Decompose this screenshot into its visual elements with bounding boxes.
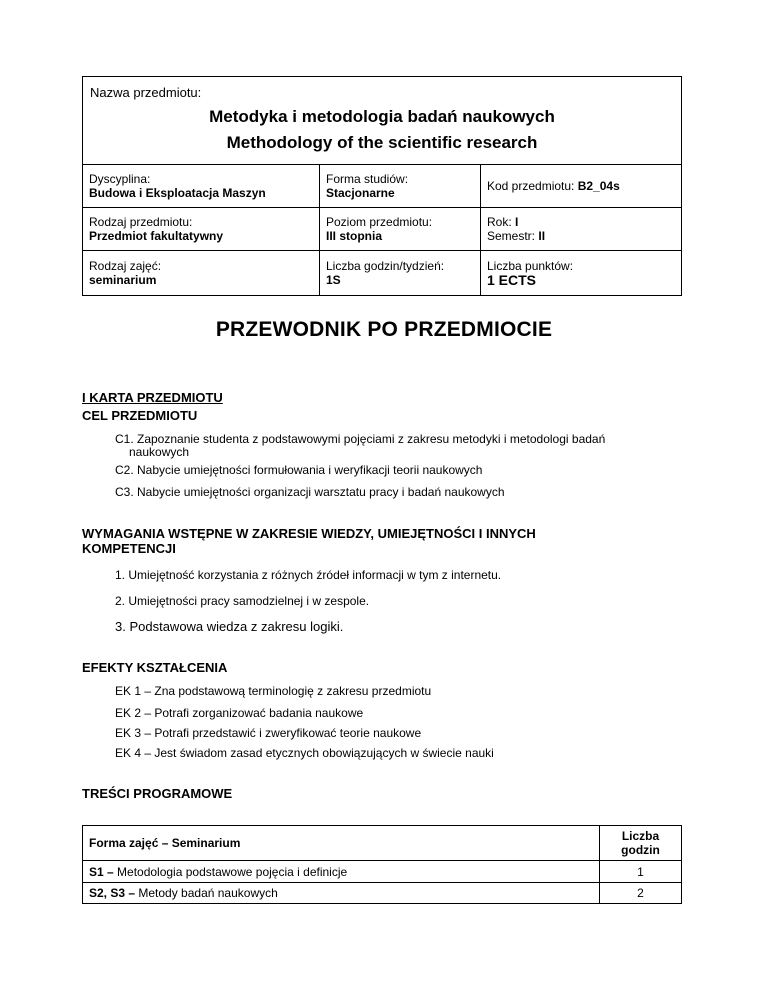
course-code-label: Kod przedmiotu:: [487, 179, 578, 193]
discipline-value: Budowa i Eksploatacja Maszyn: [89, 186, 266, 200]
points-cell: [481, 251, 681, 295]
program-topic-text: Metodologia podstawowe pojęcia i definicje: [113, 864, 348, 879]
level-label: Poziom przedmiotu:: [326, 215, 433, 229]
program-col-form: Forma zajęć – Seminarium: [83, 826, 600, 861]
hours-label: Liczba godzin/tydzień:: [326, 259, 445, 273]
program-topic-code: S2, S3 –: [89, 886, 136, 900]
info-row-2: [83, 208, 681, 251]
class-type-cell: [83, 251, 320, 295]
semester-value: II: [538, 229, 546, 243]
requirement-item-2: 2. Umiejętności pracy samodzielnej i w zespole.: [115, 594, 370, 608]
info-row-3: [83, 251, 681, 295]
course-name-header: [83, 77, 681, 165]
subject-type-label: Rodzaj przedmiotu:: [89, 215, 193, 229]
program-table-header: [83, 826, 682, 861]
points-label: Liczba punktów:: [487, 259, 574, 273]
info-row-1: [83, 165, 681, 208]
course-title-en: Methodology of the scientific research: [226, 133, 538, 152]
section-heading-outcomes: EFEKTY KSZTAŁCENIA: [82, 660, 228, 675]
section-heading-requirements-line2: KOMPETENCJI: [82, 541, 176, 556]
program-table: [82, 825, 682, 904]
course-code-cell: [481, 165, 681, 207]
outcome-ek4: EK 4 – Jest świadom zasad etycznych obowiązujących w świecie nauki: [115, 746, 494, 760]
discipline-cell: [83, 165, 320, 207]
section-heading-goals: CEL PRZEDMIOTU: [82, 408, 198, 423]
outcome-ek1: EK 1 – Zna podstawową terminologię z zakresu przedmiotu: [115, 684, 432, 698]
goal-c1: C1. Zapoznanie studenta z podstawowymi pojęciami z zakresu metodyki i metodologi badań: [115, 432, 606, 446]
table-row: [83, 861, 682, 883]
program-topic-code: S1 –: [89, 864, 114, 879]
section-heading-requirements-line1: WYMAGANIA WSTĘPNE W ZAKRESIE WIEDZY, UMIEJĘTNOŚCI I INNYCH: [82, 526, 536, 541]
program-col-hours-line1: Liczba: [621, 829, 660, 843]
outcome-ek3: EK 3 – Potrafi przedstawić i zweryfikować teorie naukowe: [115, 726, 422, 740]
subject-label: Nazwa przedmiotu:: [90, 85, 202, 100]
hours-cell: [320, 251, 481, 295]
program-hours-cell: 2: [600, 883, 682, 904]
program-topic-cell: [83, 883, 600, 904]
level-value: III stopnia: [326, 229, 383, 243]
year-label: Rok:: [487, 215, 516, 229]
program-topic-cell: [83, 861, 600, 883]
hours-value: 1S: [326, 273, 341, 287]
program-col-hours: [600, 826, 682, 861]
program-hours-cell: 1: [600, 861, 682, 883]
goal-c1-continued: naukowych: [129, 445, 190, 459]
page-title: PRZEWODNIK PO PRZEDMIOCIE: [215, 318, 553, 341]
section-heading-course-card: I KARTA PRZEDMIOTU: [82, 390, 223, 405]
requirement-item-1: 1. Umiejętność korzystania z różnych źródeł informacji w tym z internetu.: [115, 568, 502, 582]
discipline-label: Dyscyplina:: [89, 172, 151, 186]
section-heading-program: TREŚCI PROGRAMOWE: [82, 786, 233, 801]
course-info-table: [82, 76, 682, 296]
study-form-value: Stacjonarne: [326, 186, 395, 200]
study-form-cell: [320, 165, 481, 207]
goal-c3: C3. Nabycie umiejętności organizacji warsztatu pracy i badań naukowych: [115, 485, 505, 499]
course-code-value: B2_04s: [577, 179, 620, 193]
year-value: I: [515, 215, 519, 229]
class-type-value: seminarium: [89, 273, 157, 287]
subject-type-value: Przedmiot fakultatywny: [89, 229, 224, 243]
requirement-item-3: 3. Podstawowa wiedza z zakresu logiki.: [115, 619, 344, 634]
level-cell: [320, 208, 481, 250]
outcome-ek2: EK 2 – Potrafi zorganizować badania naukowe: [115, 706, 364, 720]
table-row: [83, 883, 682, 904]
study-form-label: Forma studiów:: [326, 172, 409, 186]
subject-type-cell: [83, 208, 320, 250]
year-semester-cell: [481, 208, 681, 250]
class-type-label: Rodzaj zajęć:: [89, 259, 162, 273]
program-col-hours-line2: godzin: [621, 843, 660, 857]
program-topic-text: Metody badań naukowych: [135, 886, 278, 900]
points-value: 1 ECTS: [487, 272, 537, 288]
semester-label: Semestr:: [487, 229, 539, 243]
goal-c2: C2. Nabycie umiejętności formułowania i weryfikacji teorii naukowych: [115, 463, 483, 477]
course-title-pl: Metodyka i metodologia badań naukowych: [209, 107, 555, 126]
